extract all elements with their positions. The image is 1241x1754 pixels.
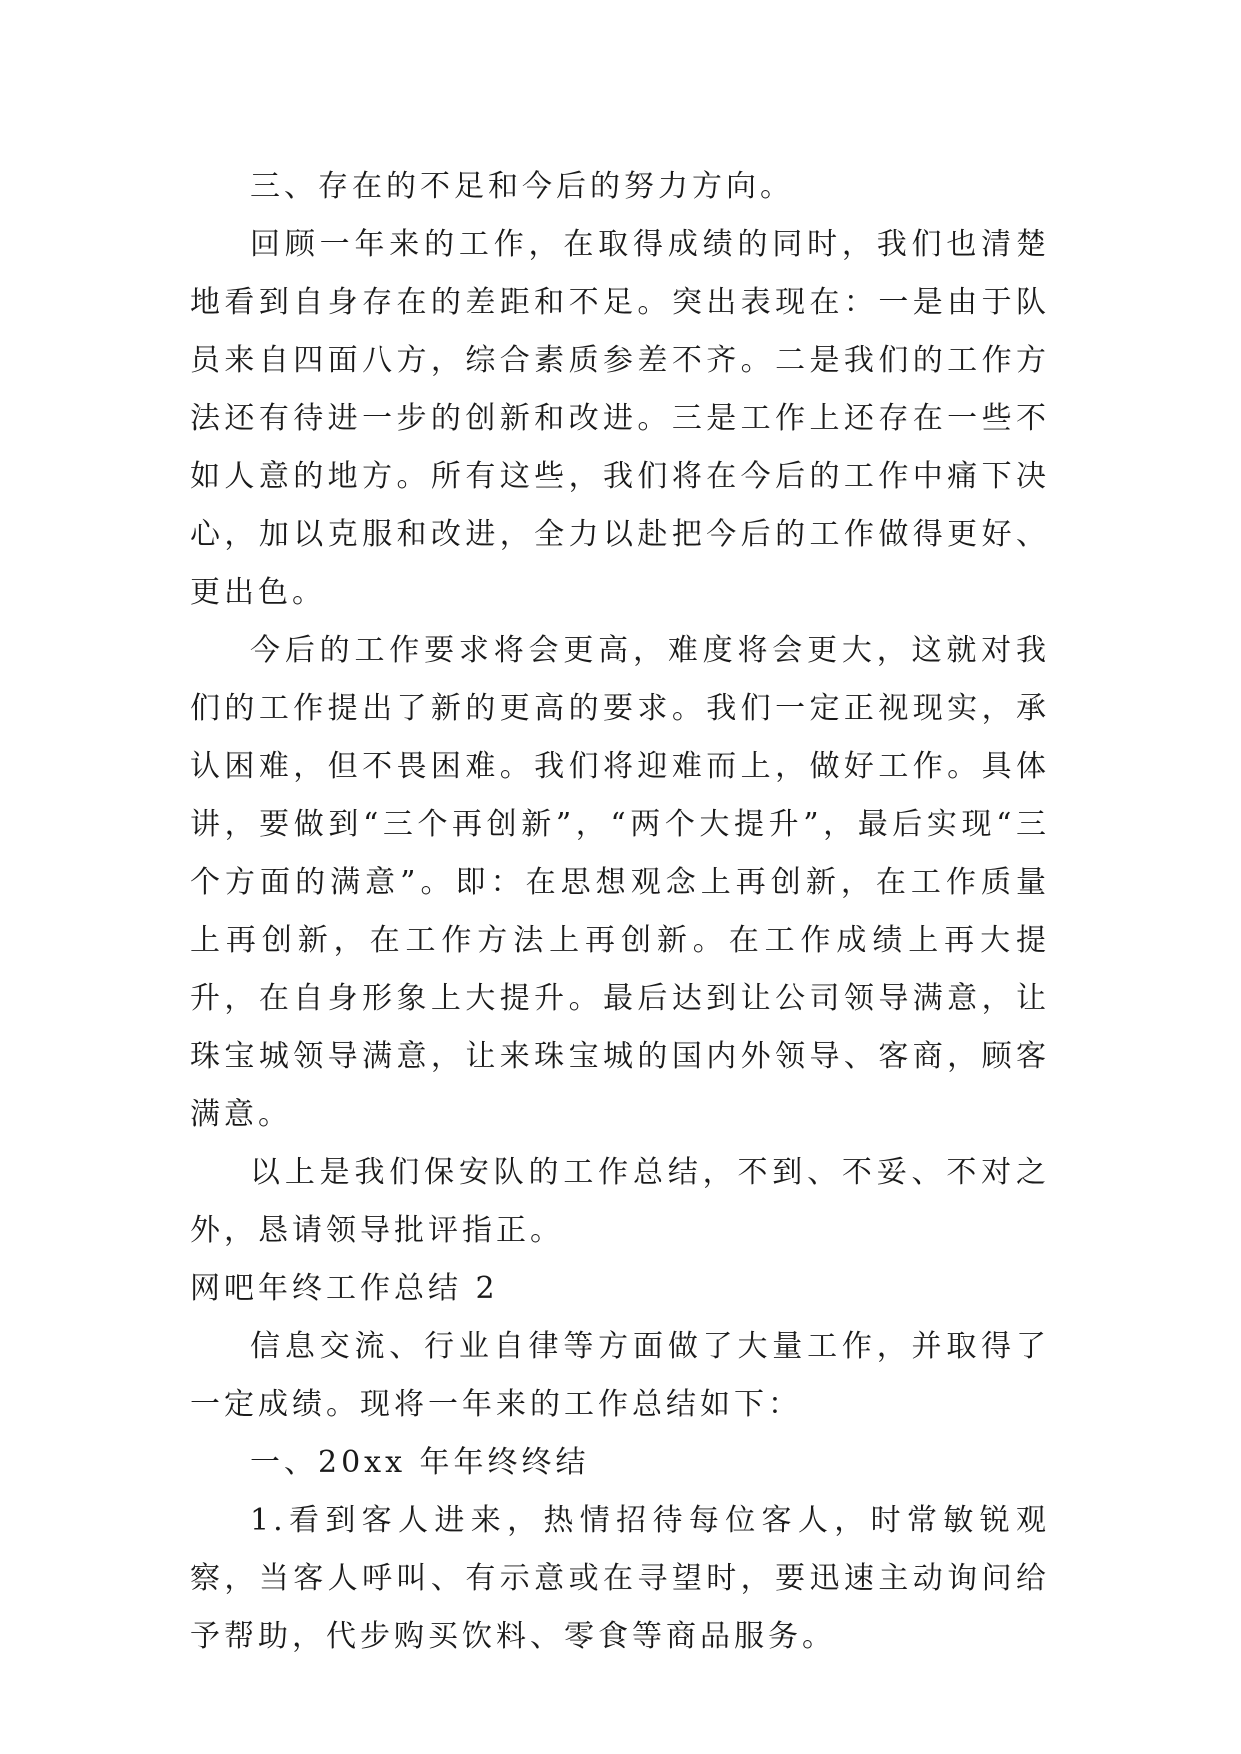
section-heading-shortcomings: 三、存在的不足和今后的努力方向。 [250, 169, 794, 204]
paragraph-future-requirements: 今后的工作要求将会更高，难度将会更大，这就对我们的工作提出了新的更高的要求。我们一定正视现实，承认困难，但不畏困难。我们将迎难而上，做好工作。具体讲，要做到“三个再创新”，“两个大提升”，最后实现“三个方面的满意”。即：在思想观念上再创新，在工作质量上再创新，在工作方法上再创新。在工作成绩上再大提升，在自身形象上大提升。最后达到让公司领导满意，让珠宝城领导满意，让来珠宝城的国内外领导、客商，顾客满意。 [190, 633, 1050, 1132]
paragraph-closing: 以上是我们保安队的工作总结，不到、不妥、不对之外，恳请领导批评指正。 [190, 1155, 1050, 1248]
section-heading-year-end: 一、20xx 年年终终结 [250, 1445, 590, 1480]
paragraph-intro: 信息交流、行业自律等方面做了大量工作，并取得了一定成绩。现将一年来的工作总结如下： [190, 1329, 1050, 1422]
paragraph-review: 回顾一年来的工作，在取得成绩的同时，我们也清楚地看到自身存在的差距和不足。突出表现在：一是由于队员来自四面八方，综合素质参差不齐。二是我们的工作方法还有待进一步的创新和改进。三是工作上还存在一些不如人意的地方。所有这些，我们将在今后的工作中痛下决心，加以克服和改进，全力以赴把今后的工作做得更好、更出色。 [190, 227, 1050, 610]
list-item-1: 1.看到客人进来，热情招待每位客人，时常敏锐观察，当客人呼叫、有示意或在寻望时，要迅速主动询问给予帮助，代步购买饮料、零食等商品服务。 [190, 1503, 1050, 1654]
document-body [190, 158, 1050, 1666]
document-title-2: 网吧年终工作总结 2 [190, 1271, 499, 1306]
